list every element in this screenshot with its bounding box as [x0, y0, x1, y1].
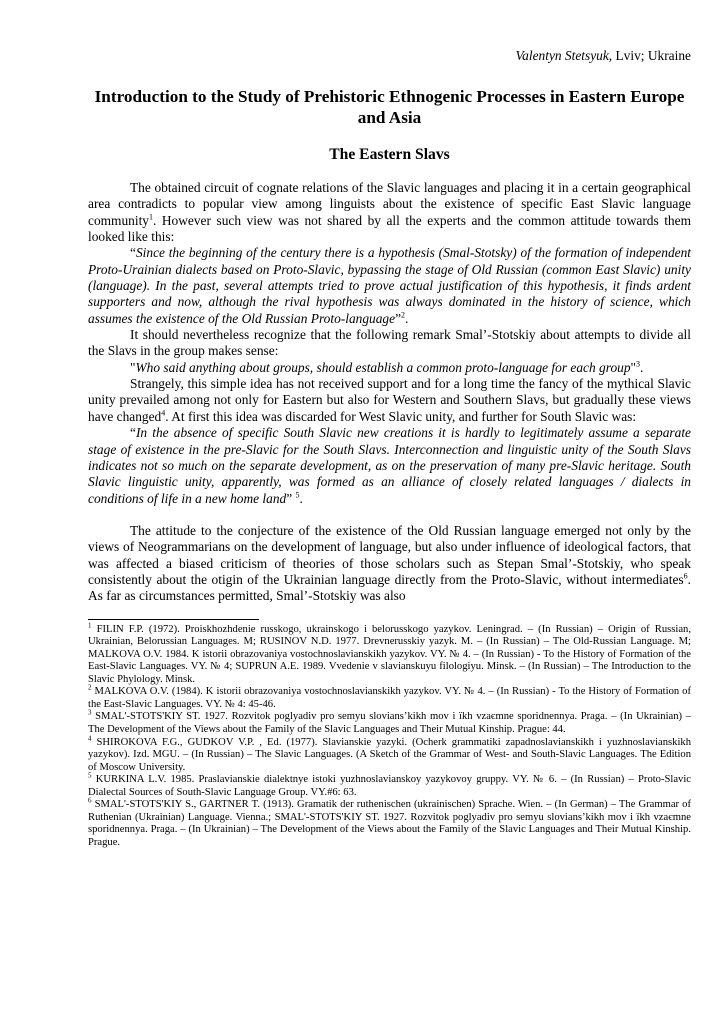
footnote-ref-3[interactable]: 3: [636, 359, 640, 369]
quote-1: [88, 245, 691, 327]
paragraph-5: [88, 376, 691, 425]
author-name: Valentyn Stetsyuk,: [515, 48, 613, 63]
quote-2-text: Who said anything about groups, should establish a common proto-language for each group: [135, 359, 631, 375]
footnote-6-number: 6: [88, 796, 92, 805]
footnote-2: [88, 683, 691, 711]
paragraph-7-text-cont: . As far as circumstances permitted, Smal’-Stotskiy was also: [88, 571, 691, 604]
footnote-ref-5[interactable]: 5: [295, 490, 300, 500]
footnote-4-text: SHIROKOVA F.G., GUDKOV V.P. , Ed. (1977). Slavianskie yazyki. (Ocherk grammatiki zapadnoslavianskikh i yuzhnoslavianskikh yazykov). Izd. MGU. – (In Russian) – The Slavic Languages. (A Sketch of the Grammar of West- and South-Slavic Languages. The Edition of Moscow University.: [88, 736, 691, 773]
footnotes: [88, 621, 691, 850]
quote-3-close: ”: [286, 490, 296, 506]
document-page: [88, 48, 691, 849]
quote-1-close: ”: [395, 310, 402, 326]
quote-2-period: .: [640, 359, 644, 375]
author-line: [88, 48, 691, 64]
quote-1-open: “: [130, 245, 136, 261]
quote-1-text: Since the beginning of the century there is a hypothesis (Smal-Stotsky) of the formation of independent Proto-Urainian dialects based on Proto-Slavic, bypassing the stage of Old Russian (common East Slavic) unity (language). In the past, several attempts tried to prove actual justification of this hypothesis, it finds ardent supporters and now, although the rival hypothesis was always dominated in the history of science, which assumes the existence of the Old Russian Proto-language: [88, 245, 691, 326]
quote-3-period: .: [299, 490, 303, 506]
footnote-5: [88, 771, 691, 799]
quote-2: [88, 360, 691, 376]
footnote-2-text: MALKOVA O.V. (1984). K istorii obrazovaniya vostochnoslavianskikh yazykov. VY. № 4. – (In Russian) - To the History of Formation of the East-Slavic Languages. VY. № 4: 45-46.: [88, 686, 691, 710]
footnote-4-number: 4: [88, 733, 92, 742]
section-heading: The Eastern Slavs: [329, 146, 450, 163]
paragraph-7-text: The attitude to the conjecture of the existence of the Old Russian language emerged not only by the views of Neogrammarians on the development of language, but also under influence of ideological factors, that was affected a biased criticism of theories of those scholars such as Stepan Smal’-Stotskiy, who speak consistently about the otigin of the Ukrainian language directly from the Proto-Slavic, without intermediates: [88, 522, 691, 587]
footnote-1: [88, 621, 691, 687]
author-place: Lviv; Ukraine: [612, 48, 691, 63]
footnote-ref-1[interactable]: 1: [149, 212, 153, 222]
footnote-4: [88, 733, 691, 775]
footnote-ref-6[interactable]: 6: [683, 571, 688, 581]
paragraph-1-text: The obtained circuit of cognate relations of the Slavic languages and placing it in a certain geographical area contradicts to popular view among linguists about the existence of specific East Slavic language community: [88, 180, 691, 228]
footnote-3: [88, 708, 691, 736]
footnote-1-number: 1: [88, 621, 92, 630]
quote-3: [88, 425, 691, 507]
paper-title: Introduction to the Study of Prehistoric Ethnogenic Processes in Eastern Europe and Asia: [94, 87, 685, 127]
body-text: [88, 180, 691, 605]
quote-1-period: .: [405, 310, 409, 326]
footnote-2-number: 2: [88, 683, 92, 692]
quote-2-close: ": [630, 359, 636, 375]
footnote-ref-4[interactable]: 4: [161, 408, 166, 418]
paragraph-7: [88, 523, 691, 605]
footnote-5-text: KURKINA L.V. 1985. Praslavianskie dialektnye istoki yuzhnoslavianskoy yazykovoy gruppy. VY. № 6. – (In Russian) – Proto-Slavic Dialectal Sources of South-Slavic Language Group. VY.#6: 63.: [88, 774, 691, 798]
footnote-3-text: SMAL'-STOTS'KIY ST. 1927. Rozvitok poglyadiv pro semyu slovians’kikh mov i ïkh vzaєmne sporidnennya. Praga. – (In Ukrainian) – The Development of the Views about the Family of the Slavic Languages and Their Mutual Kinship. Prague: 44.: [88, 711, 691, 735]
quote-2-open: ": [130, 359, 136, 375]
quote-3-text: In the absence of specific South Slavic new creations it is hardly to legitimately assume a separate stage of existence in the pre-Slavic for the South Slavs. Interconnection and linguistic unity of the South Slavs indicates not so much on the separate development, as on the preservation of many pre-Slavic heritage. South Slavic linguistic unity, apparently, was formed as an alliance of closely related languages / dialects in conditions of life in a new home land: [88, 425, 691, 506]
footnote-6: [88, 796, 691, 849]
footnote-6-text: SMAL'-STOTS'KIY S., GARTNER T. (1913). Gramatik der ruthenischen (ukrainischen) Sprache. Wien. – (In German) – The Grammar of Ruthenian (Ukrainian) Language. Vienna.; SMAL'-STOTS'KIY ST. 1927. Rozvitok poglyadiv pro semyu slovians’kikh mov i ïkh vzaєmne sporidnennya. Praga. – (In Ukrainian) – The Development of the Views about the Family of the Slavic Languages and Their Mutual Kinship. Prague.: [88, 799, 691, 848]
paragraph-3: It should nevertheless recognize that the following remark Smal’-Stotskiy about attempts to divide all the Slavs in the group makes sense:: [88, 327, 691, 359]
footnote-1-text: FILIN F.P. (1972). Proiskhozhdenie russkogo, ukrainskogo i belorusskogo yazykov. Leningrad. – (In Russian) – Origin of Russian, Ukrainian, Belorussian Languages. M; RUSINOV N.D. 1977. Drevnerusskiy yazyk. M. – (In Russian) – The Old-Russian Language. M; MALKOVA O.V. 1984. K istorii obrazovaniya vostochnoslavianskikh yazykov. VY. № 4. – (In Russian) - To the History of Formation of the East-Slavic Languages. VY. № 4; SUPRUN A.E. 1989. Vvedenie v slavianskuyu filologiyu. Minsk. – (In Russian) – The Introduction to the Slavic Phylology. Minsk.: [88, 623, 691, 685]
footnote-5-number: 5: [88, 771, 92, 780]
paragraph-5-text-cont: . At first this idea was discarded for West Slavic unity, and further for South Slavic was:: [165, 408, 637, 424]
quote-3-open: “: [130, 425, 136, 441]
paragraph-5-text: Strangely, this simple idea has not received support and for a long time the fancy of the mythical Slavic unity prevailed among not only for Eastern but also for Western and Southern Slavs, but gradually these views have changed: [88, 376, 691, 424]
footnote-3-number: 3: [88, 708, 92, 717]
footnote-ref-2[interactable]: 2: [401, 310, 406, 320]
footnote-separator: [88, 619, 259, 620]
paragraph-1: [88, 180, 691, 245]
paragraph-1-text-cont: . However such view was not shared by all the experts and the common attitude towards them looked like this:: [88, 212, 691, 245]
